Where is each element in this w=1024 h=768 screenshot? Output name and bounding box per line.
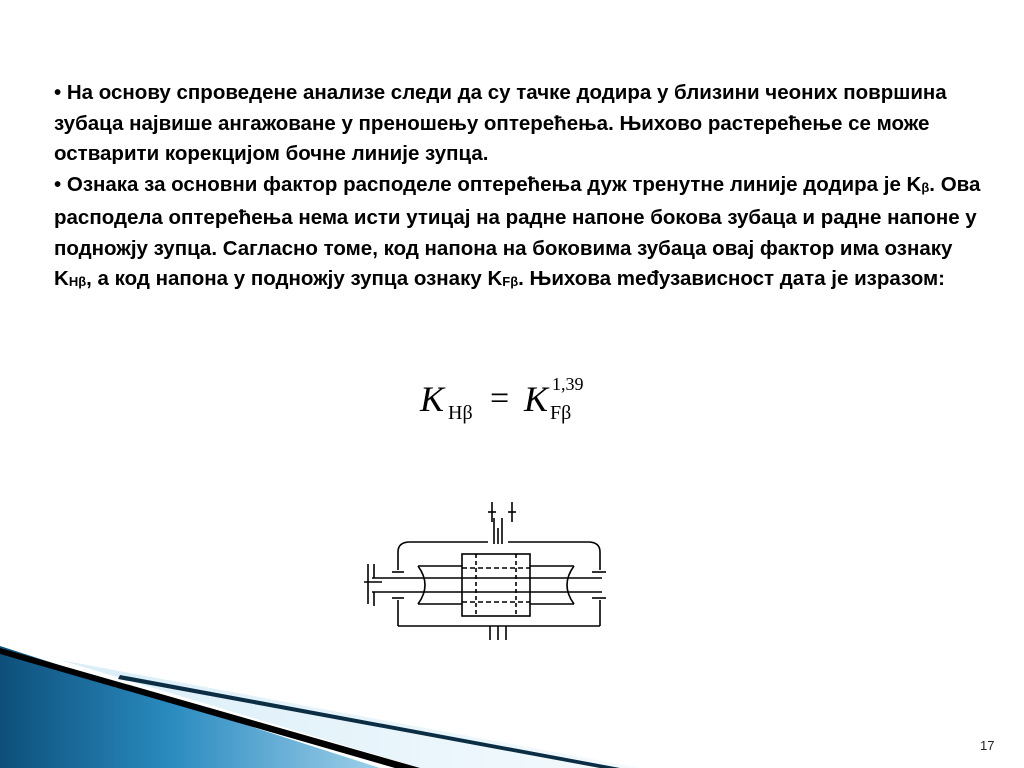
formula-rhs-subscript: Fβ (550, 402, 572, 424)
formula-rhs-symbol: K (524, 379, 549, 419)
bullet-2 (54, 170, 994, 298)
bullet-2-text-a: • Ознака за основни фактор расподеле оптерећења дуж тренутне линије додира је K (54, 172, 922, 196)
bullet-2-text-c: , а код напона у подножју зупца ознаку K (86, 267, 503, 290)
bullet-2-text-b: . Ова расподела оптерећења нема исти утицај на радне напоне бокова зубаца и радне напоне у подножју зупца. Сагласно томе, код напона на боковима зубаца овај фактор има ознаку K (54, 172, 981, 290)
bullet-2-text-d: . Њихова međузависност дата је изразом: (518, 267, 945, 290)
body-text (54, 78, 994, 298)
formula (416, 372, 616, 432)
bullet-1-text: • На основу спроведене анализе следи да су тачке додира у близини чеоних површина зубаца највише ангажоване у преношењу оптерећења. Њихово растерећење се може остварити корекцијом бочне линије зупца. (54, 81, 947, 165)
subscript-h-beta: Hβ (68, 274, 87, 289)
subscript-beta: β (921, 179, 930, 195)
formula-equals: = (490, 380, 510, 417)
formula-lhs-symbol: K (420, 379, 445, 419)
subscript-f-beta: Fβ (502, 274, 519, 289)
bullet-1 (54, 78, 994, 170)
page-number: 17 (980, 738, 995, 753)
formula-lhs-subscript: Hβ (448, 402, 473, 424)
gear-shaft-diagram (362, 500, 612, 650)
formula-rhs-exponent: 1,39 (552, 374, 584, 394)
